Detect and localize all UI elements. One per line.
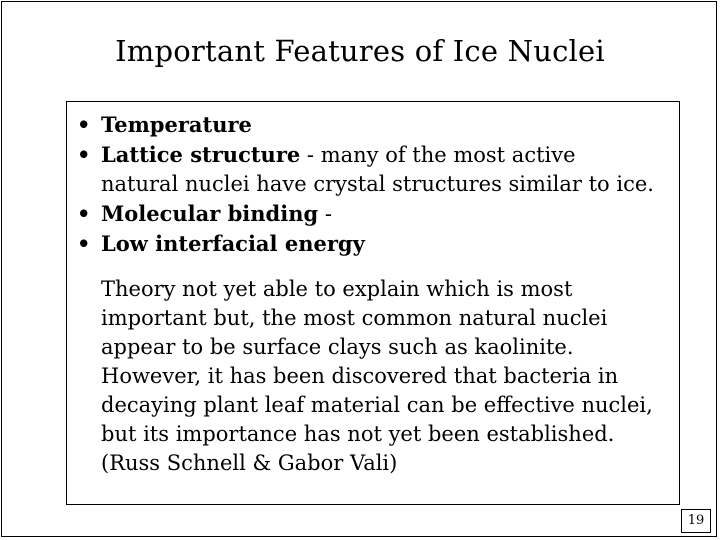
bullet-marker: • (77, 112, 91, 137)
bullet-low-interfacial-energy (77, 229, 677, 259)
bullet-lattice-structure (77, 140, 677, 199)
paragraph-line: Theory not yet able to explain which is most (101, 277, 573, 301)
bullet-marker: • (77, 142, 91, 167)
slide-title: Important Features of Ice Nuclei (115, 34, 605, 68)
bullet-description: - many of the most active (300, 143, 576, 167)
paragraph-line: appear to be surface clays such as kaolinite. (101, 335, 574, 359)
content-box (66, 101, 680, 505)
bullet-list (77, 110, 677, 259)
bullet-marker: • (77, 201, 91, 226)
bullet-heading: Lattice structure (101, 142, 301, 167)
bullet-molecular-binding (77, 199, 677, 229)
paragraph-line: important but, the most common natural nuclei (101, 306, 608, 330)
bullet-marker: • (77, 231, 91, 256)
bullet-heading: Low interfacial energy (101, 231, 365, 256)
bullet-heading: Molecular binding (101, 201, 319, 226)
bullet-description: - (318, 202, 332, 226)
bullet-description-continued: natural nuclei have crystal structures similar to ice. (101, 172, 654, 196)
bullet-heading: Temperature (101, 112, 252, 137)
paragraph-line: but its importance has not yet been established. (101, 422, 615, 446)
page-number: 19 (681, 509, 711, 533)
explanation-paragraph (101, 275, 681, 478)
paragraph-line: However, it has been discovered that bacteria in (101, 364, 619, 388)
bullet-temperature (77, 110, 677, 140)
paragraph-line: decaying plant leaf material can be effective nuclei, (101, 393, 653, 417)
paragraph-line: (Russ Schnell & Gabor Vali) (101, 451, 398, 475)
